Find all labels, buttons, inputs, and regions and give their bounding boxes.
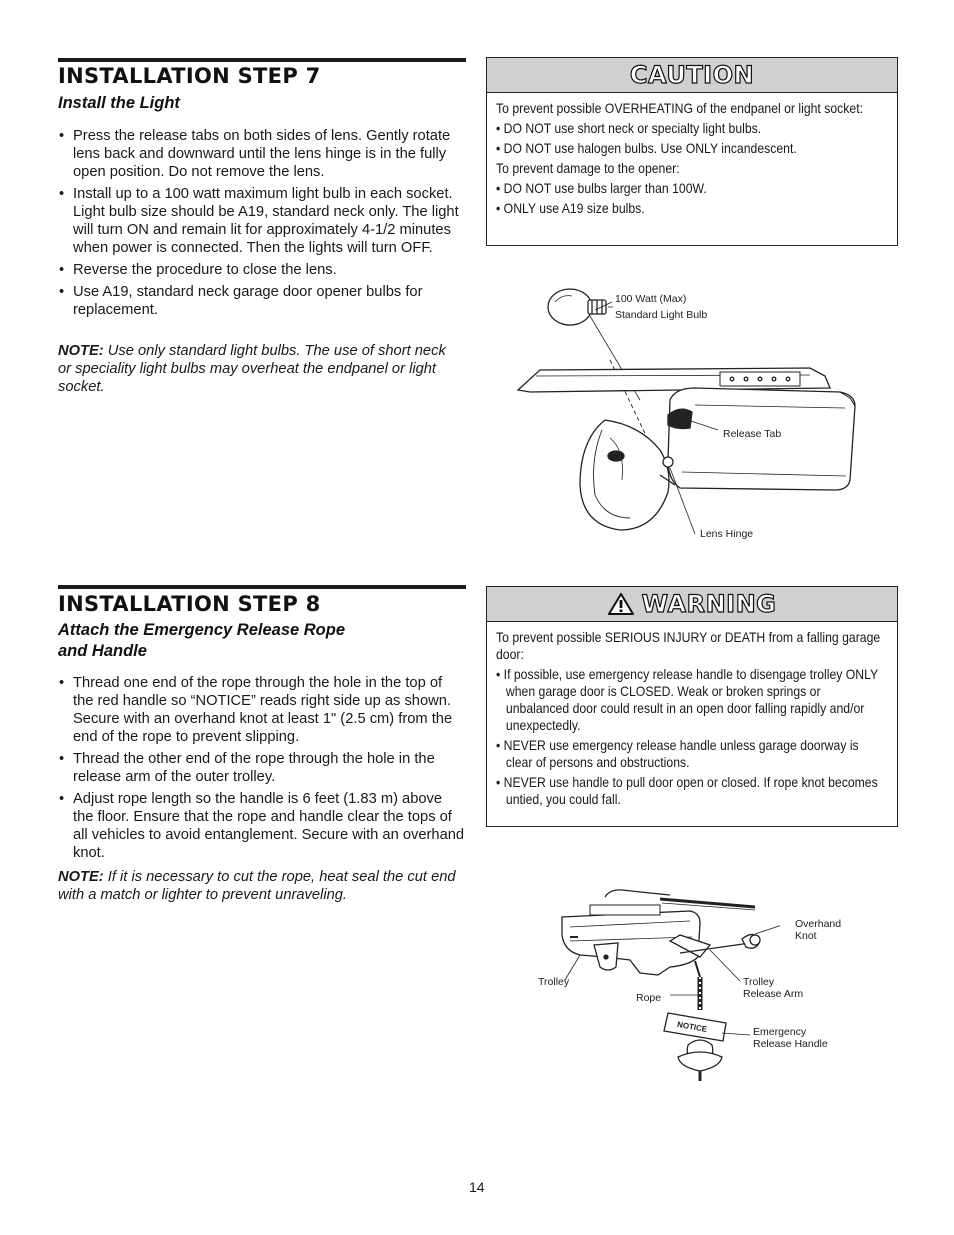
overhand-knot-label-line: Knot xyxy=(795,930,817,942)
bulb-label-line: 100 Watt (Max) xyxy=(615,293,687,305)
emergency-handle-label-line: Release Handle xyxy=(753,1038,828,1050)
lens-hinge-label: Lens Hinge xyxy=(700,528,754,540)
release-tab-label: Release Tab xyxy=(723,428,782,440)
list-item: • Use A19, standard neck garage door opener bulbs for replacement. xyxy=(59,284,423,318)
warning-line: To prevent possible SERIOUS INJURY or DEATH from a falling garage door: xyxy=(496,630,881,662)
list-item: • Press the release tabs on both sides of lens. Gently rotate lens back and downward until the lens hinge is in the fully open position. Do not remove the lens. xyxy=(59,128,451,180)
step8-bullet-text: Adjust rope length so the handle is 6 feet (1.83 m) above the floor. Ensure that the rope and handle clear the tops of all vehicles to avoid entanglement. Secure with an overhand knot. xyxy=(73,791,465,861)
trolley-release-arm-label-line: Release Arm xyxy=(743,988,804,1000)
warning-line: • NEVER use emergency release handle unless garage doorway is clear of persons and obstructions. xyxy=(496,738,859,770)
emergency-handle-label-line: Emergency xyxy=(753,1026,807,1038)
page-number: 14 xyxy=(469,1179,485,1195)
step7-top-rule xyxy=(58,58,466,62)
caution-body xyxy=(487,93,894,228)
trolley-release-arm-label xyxy=(743,976,803,1000)
step8-subtitle-line: and Handle xyxy=(58,642,147,660)
list-item: • Reverse the procedure to close the lens. xyxy=(59,262,337,278)
list-item: • Thread the other end of the rope through the hole in the release arm of the outer trolley. xyxy=(59,751,435,785)
caution-line: • DO NOT use short neck or specialty light bulbs. xyxy=(496,121,762,136)
step7-bullet-text: Install up to a 100 watt maximum light bulb in each socket. Light bulb size should be A19, standard neck only. The light will turn ON and remain lit for approximately 4-1/2 minutes when power is connected. Then the lights will turn OFF. xyxy=(73,186,459,256)
warning-body xyxy=(487,622,894,819)
caution-line: • ONLY use A19 size bulbs. xyxy=(496,201,645,216)
trolley-release-arm-label-line: Trolley xyxy=(743,976,775,988)
notice-tag-label: NOTICE xyxy=(676,1019,708,1035)
step8-note xyxy=(58,868,463,904)
warning-header xyxy=(487,587,897,622)
step7-subtitle: Install the Light xyxy=(58,94,180,112)
warning-triangle-icon xyxy=(608,593,634,615)
note-label: NOTE: xyxy=(58,869,104,885)
warning-box xyxy=(486,586,898,827)
step8-bullet-text: Thread the other end of the rope through the hole in the release arm of the outer trolley. xyxy=(73,751,435,785)
emergency-handle-label xyxy=(753,1026,828,1050)
step8-subtitle xyxy=(58,620,345,662)
caution-line: To prevent possible OVERHEATING of the endpanel or light socket: xyxy=(496,101,863,116)
overhand-knot-label-line: Overhand xyxy=(795,918,842,930)
bulb-label-line: Standard Light Bulb xyxy=(615,309,708,321)
warning-line: • NEVER use handle to pull door open or closed. If rope knot becomes untied, you could fall. xyxy=(496,775,878,807)
list-item: • Install up to a 100 watt maximum light bulb in each socket. Light bulb size should be A19, standard neck only. The light will turn ON and remain lit for approximately 4-1/2 minutes when power is connected. Then the lights will turn OFF. xyxy=(59,186,459,256)
step7-bullet-list xyxy=(58,127,466,323)
caution-line: • DO NOT use bulbs larger than 100W. xyxy=(496,181,707,196)
warning-header-text: WARNING xyxy=(641,590,777,618)
step7-title: INSTALLATION STEP 7 xyxy=(58,64,321,88)
step8-bullet-list xyxy=(58,674,466,866)
step7-note xyxy=(58,342,458,396)
step8-title: INSTALLATION STEP 8 xyxy=(58,592,321,616)
caution-line: To prevent damage to the opener: xyxy=(496,161,680,176)
bulb-label xyxy=(615,293,707,321)
step7-bullet-text: Reverse the procedure to close the lens. xyxy=(73,262,337,278)
caution-header: CAUTION xyxy=(487,58,897,93)
step7-bullet-text: Press the release tabs on both sides of lens. Gently rotate lens back and downward until the lens hinge is in the fully open position. Do not remove the lens. xyxy=(73,128,451,180)
note-text: If it is necessary to cut the rope, heat seal the cut end with a match or lighter to prevent unraveling. xyxy=(58,869,456,903)
step7-bullet-text: Use A19, standard neck garage door opener bulbs for replacement. xyxy=(73,284,423,318)
warning-line: • If possible, use emergency release handle to disengage trolley ONLY when garage door is CLOSED. Weak or broken springs or unbalanced door could result in an open door falling rapidly and/or unexpectedly. xyxy=(496,667,878,733)
list-item: • Thread one end of the rope through the hole in the top of the red handle so “NOTICE” reads right side up as shown. Secure with an overhand knot at least 1" (2.5 cm) from the end of the rope to prevent slipping. xyxy=(59,675,453,745)
note-label: NOTE: xyxy=(58,343,104,359)
overhand-knot-label xyxy=(795,918,841,942)
caution-box xyxy=(486,57,898,246)
trolley-label: Trolley xyxy=(538,976,570,988)
caution-line: • DO NOT use halogen bulbs. Use ONLY incandescent. xyxy=(496,141,797,156)
rope-label: Rope xyxy=(636,992,662,1004)
step8-top-rule xyxy=(58,585,466,589)
step8-subtitle-line: Attach the Emergency Release Rope xyxy=(58,621,346,639)
note-text: Use only standard light bulbs. The use of short neck or speciality light bulbs may overheat the endpanel or light socket. xyxy=(58,343,446,395)
list-item: • Adjust rope length so the handle is 6 feet (1.83 m) above the floor. Ensure that the rope and handle clear the tops of all vehicles to avoid entanglement. Secure with an overhand knot. xyxy=(59,791,465,861)
step8-bullet-text: Thread one end of the rope through the hole in the top of the red handle so “NOTICE” reads right side up as shown. Secure with an overhand knot at least 1" (2.5 cm) from the end of the rope to prevent slipping. xyxy=(73,675,453,745)
